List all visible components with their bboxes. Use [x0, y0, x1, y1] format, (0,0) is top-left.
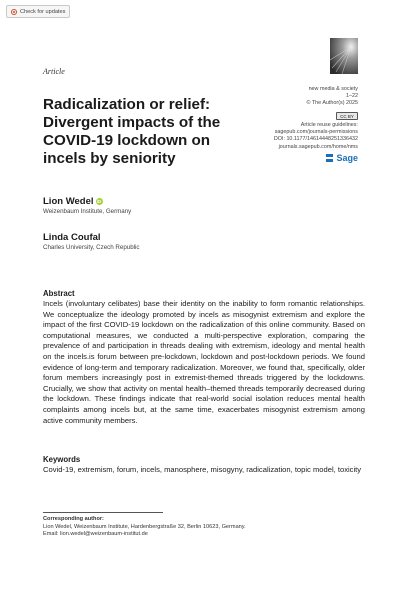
journal-home-link[interactable]: journals.sagepub.com/home/nms	[278, 143, 358, 150]
keywords-list: Covid-19, extremism, forum, incels, manosphere, misogyny, radicalization, topic model, toxicity	[43, 465, 362, 474]
sage-logo[interactable]	[325, 153, 358, 163]
corresponding-author-email[interactable]: Email: lion.wedel@weizenbaum-institut.de	[43, 531, 148, 538]
corresponding-author-heading: Corresponding author:	[43, 516, 104, 522]
abstract-heading: Abstract	[43, 289, 75, 298]
author-2	[43, 232, 140, 251]
keywords-heading: Keywords	[43, 455, 81, 464]
copyright-line: © The Author(s) 2025	[306, 100, 358, 107]
author-name: Linda Coufal	[43, 232, 101, 243]
author-name: Lion Wedel	[43, 196, 94, 207]
author-1	[43, 196, 131, 215]
doi-link[interactable]: DOI: 10.1177/14614448251336432	[273, 136, 358, 143]
cover-art-icon	[330, 38, 358, 74]
article-type-label: Article	[43, 67, 65, 76]
journal-cover-thumbnail	[330, 38, 358, 74]
journal-name: new media & society	[308, 86, 358, 92]
journal-links	[208, 122, 358, 151]
author-affiliation: Charles University, Czech Republic	[43, 244, 140, 251]
check-for-updates-label: Check for updates	[20, 8, 66, 15]
sage-logo-text: Sage	[336, 153, 358, 163]
footnote-divider	[43, 512, 163, 513]
abstract-body: Incels (involuntary celibates) base their identity on the inability to form romantic relationships. We conceptualize the ideology promoted by incels as misogynist extremism and explore the impact of the first COVID-19 lockdown on the radicalization of this online community. Based on computational measures, we conducted a multi-perspective exploration, comparing the prevalence of and participation in threads dealing with extremism, ideology and mental health on the incels.is forum between pre-lockdown, lockdown and post-lockdown periods. We found evidence of long-term and temporary radicalization. Moreover, we found that, specifically, older forum members increasingly post in extremist-themed threads triggered by the lockdowns. Crucially, we show that activity on mental health–themed threads temporarily decreased during the lockdown. These findings indicate that real-world social isolation reduces mental health complaints among incels but, at the same time, exacerbates misogynist extremism among active community members.	[43, 299, 365, 425]
author-affiliation: Weizenbaum Institute, Germany	[43, 208, 132, 215]
page-range: 1–22	[346, 93, 358, 100]
paper-title: Radicalization or relief: Divergent impacts of the COVID-19 lockdown on incels by seniority	[43, 96, 221, 167]
update-icon	[11, 9, 17, 15]
corresponding-author-address: Lion Wedel, Weizenbaum Institute, Hardenbergstraße 32, Berlin 10623, Germany.	[43, 523, 246, 530]
orcid-icon[interactable]: iD	[96, 199, 102, 204]
cc-license-badge[interactable]: CC BY	[336, 112, 358, 120]
journal-metadata	[208, 86, 358, 108]
corresponding-author-note	[43, 516, 363, 539]
sage-mark-icon	[325, 153, 334, 163]
permissions-link[interactable]: sagepub.com/journals-permissions	[274, 129, 358, 136]
check-for-updates-badge[interactable]	[6, 5, 70, 18]
reuse-guidelines-label: Article reuse guidelines:	[300, 122, 358, 128]
